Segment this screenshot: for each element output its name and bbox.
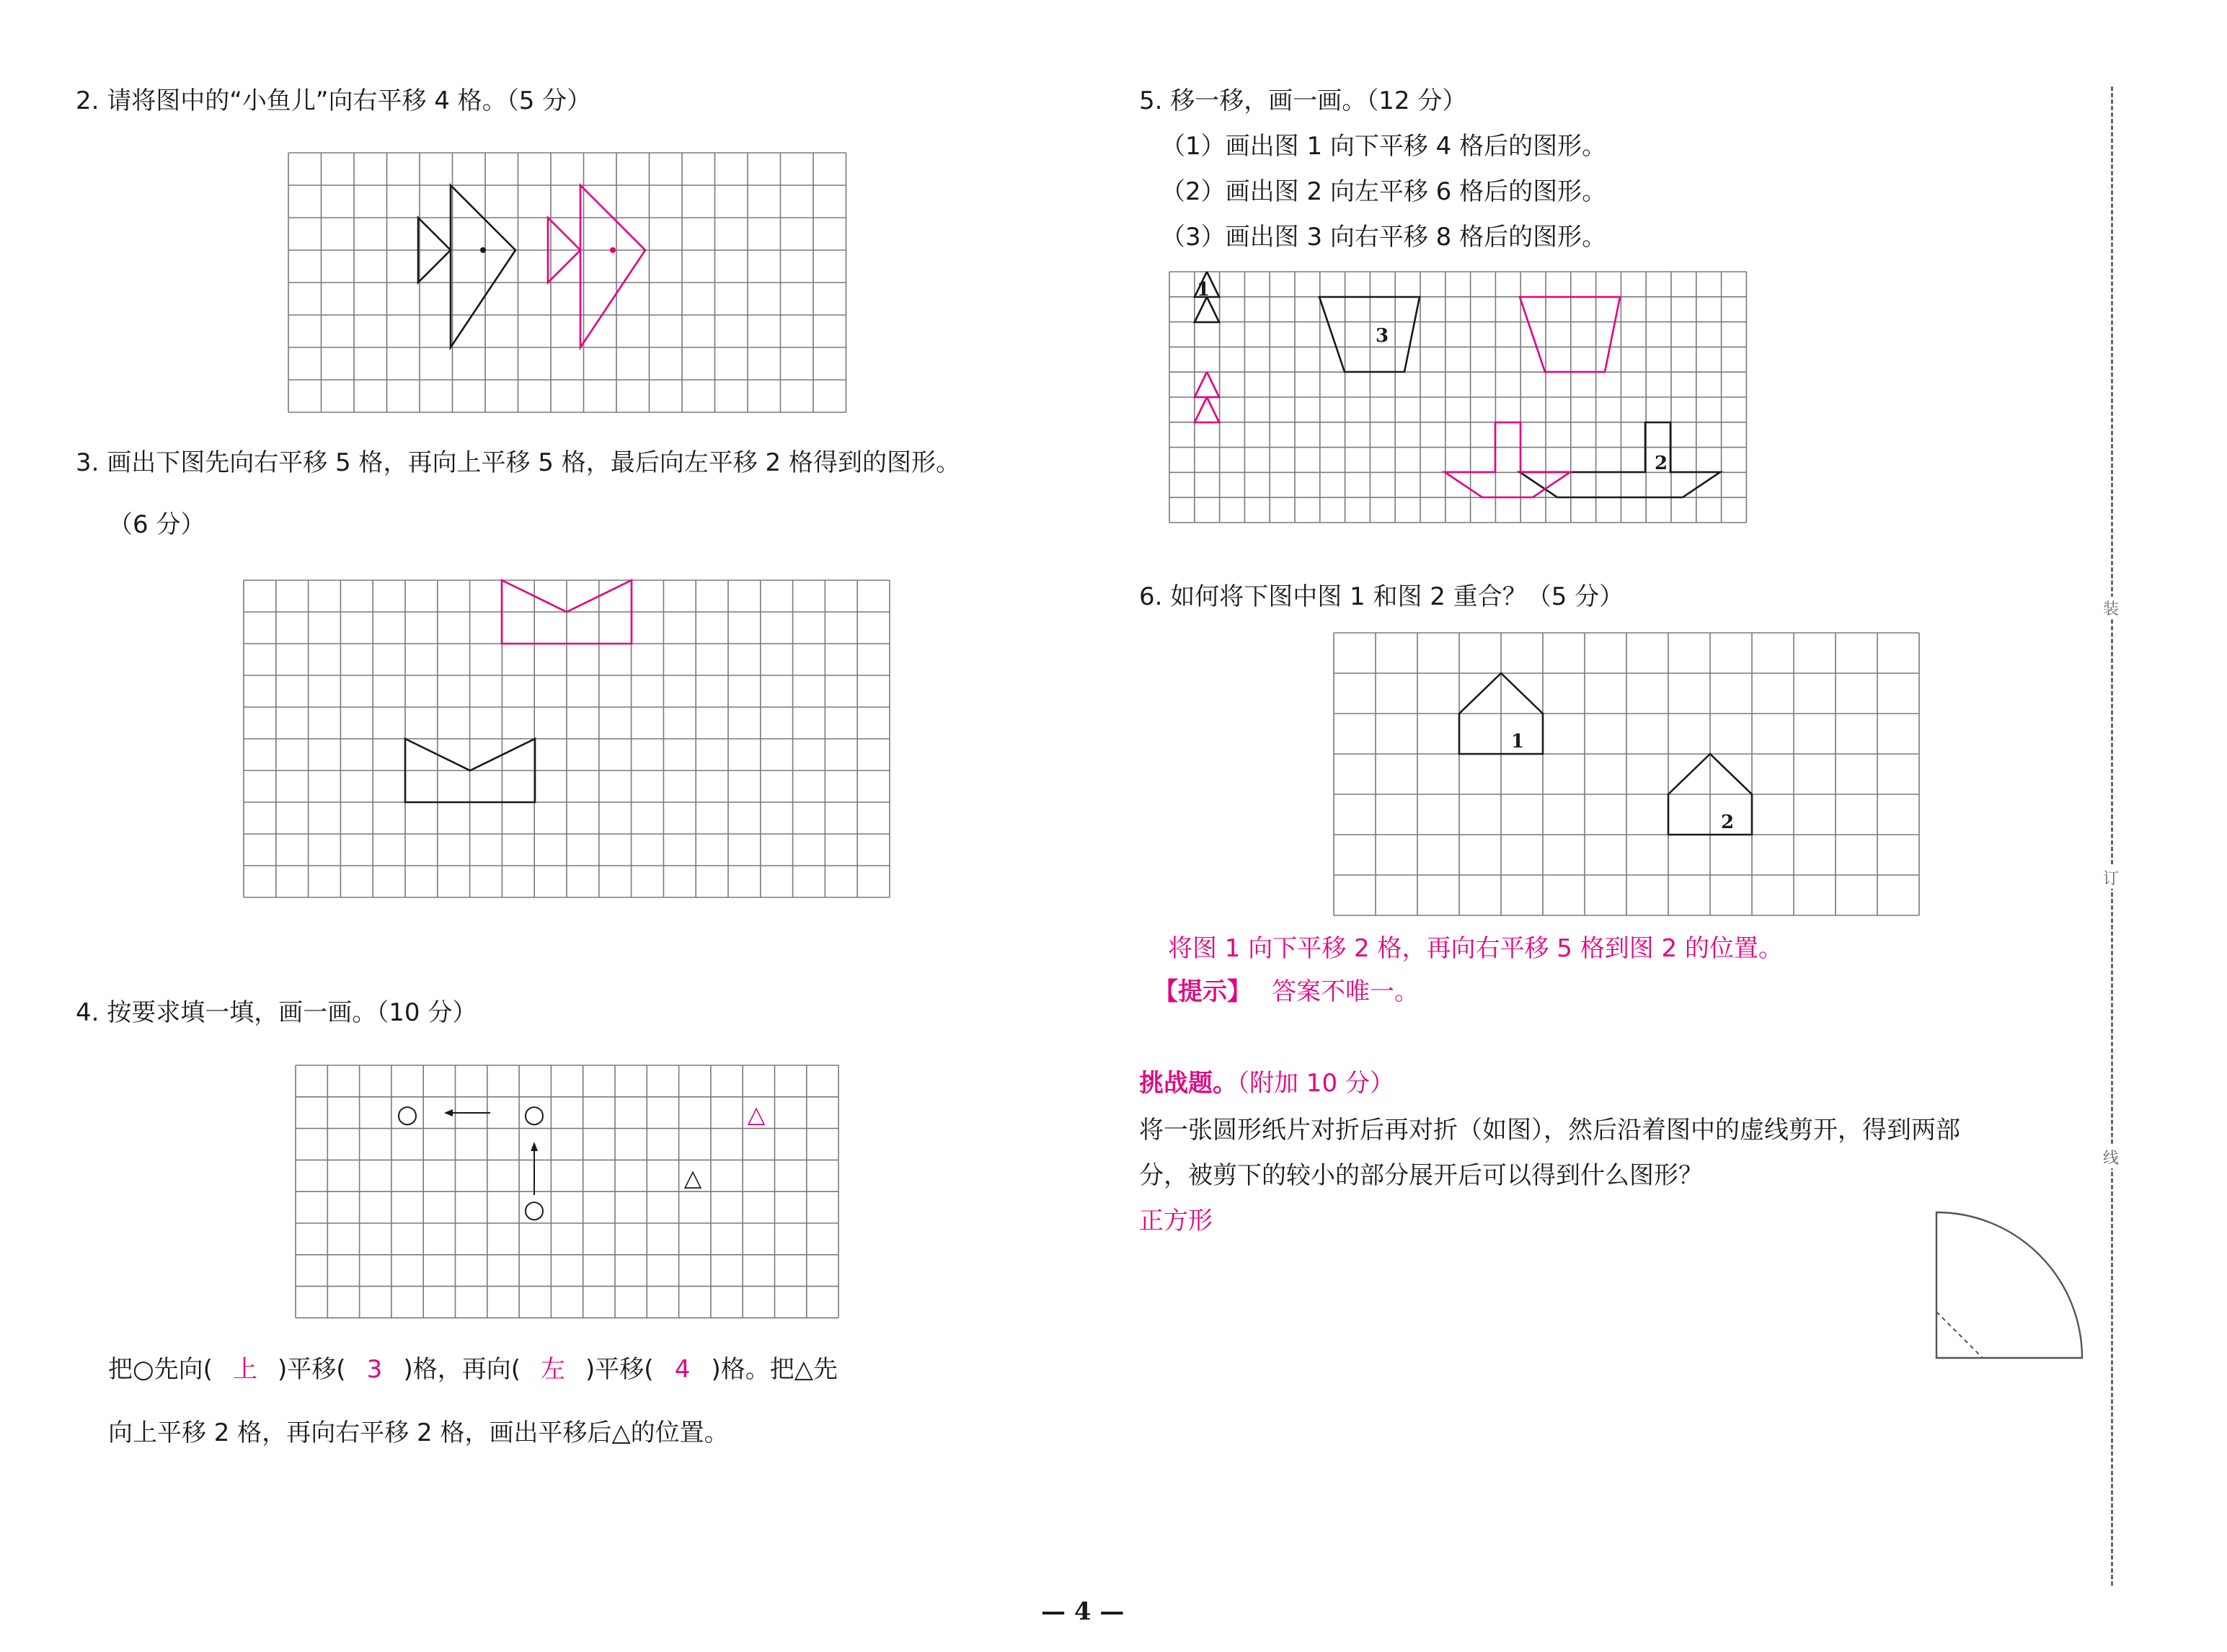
q6-grid	[1334, 633, 1919, 915]
hint-label: 【提示】	[1154, 977, 1252, 1006]
answer-direction-1: 上	[232, 1355, 257, 1384]
q4-title: 4. 按要求填一填，画一画。（10 分）	[76, 998, 477, 1027]
binding-char: 线	[2099, 1146, 2122, 1168]
q3-title: 3. 画出下图先向右平移 5 格，再向上平移 5 格，最后向左平移 2 格得到的图形。	[76, 448, 960, 477]
q5-item-1: （1）画出图 1 向下平移 4 格后的图形。	[1161, 132, 1607, 161]
q5-item-2: （2）画出图 2 向左平移 6 格后的图形。	[1161, 177, 1607, 206]
q4-text: )格。把△先	[711, 1355, 838, 1384]
answer-steps-1: 3	[366, 1355, 383, 1384]
figure-1-label: 1	[1196, 279, 1210, 301]
figure-2-label: 2	[1654, 453, 1668, 474]
q5-item-3: （3）画出图 3 向右平移 8 格后的图形。	[1161, 223, 1607, 252]
figure-3-label: 3	[1375, 325, 1389, 347]
challenge-answer: 正方形	[1139, 1207, 1213, 1235]
challenge-line-1: 将一张圆形纸片对折后再对折（如图），然后沿着图中的虚线剪开，得到两部	[1139, 1116, 1960, 1145]
translated-fish	[548, 185, 645, 347]
q6-title: 6. 如何将下图中图 1 和图 2 重合？（5 分）	[1139, 582, 1624, 611]
answer-direction-2: 左	[541, 1355, 565, 1384]
figure-1-label: 1	[1510, 731, 1525, 752]
figure-3	[1319, 297, 1420, 372]
figure-2-answer	[1445, 422, 1570, 497]
q4-line2: 向上平移 2 格，再向右平移 2 格，画出平移后△的位置。	[108, 1418, 729, 1447]
answer-triangle-mark: △	[747, 1101, 766, 1128]
q4-text: )平移(	[277, 1355, 346, 1384]
circle-mark: ○	[523, 1100, 545, 1129]
original-fish	[418, 185, 515, 347]
circle-mark: ○	[397, 1100, 418, 1129]
q6-hint	[1154, 977, 1419, 1007]
q6-answer: 将图 1 向下平移 2 格，再向右平移 5 格到图 2 的位置。	[1168, 934, 1783, 963]
figure-1-answer	[1195, 372, 1219, 422]
arrow-up-icon	[531, 1142, 538, 1195]
circle-mark: ○	[523, 1195, 545, 1224]
binding-char: 订	[2099, 866, 2122, 889]
q4-grid	[296, 1065, 839, 1318]
q2-title: 2. 请将图中的“小鱼儿”向右平移 4 格。（5 分）	[76, 86, 592, 115]
page-number: — 4 —	[1041, 1597, 1125, 1626]
hint-text: 答案不唯一。	[1272, 977, 1419, 1006]
q5-title: 5. 移一移，画一画。（12 分）	[1139, 86, 1467, 115]
q3-grid	[244, 580, 890, 897]
folded-circle-figure	[1932, 1208, 2086, 1361]
challenge-heading	[1139, 1069, 1394, 1098]
q3-score: （6 分）	[108, 510, 205, 539]
arrow-left-icon	[444, 1109, 490, 1116]
challenge-score: （附加 10 分）	[1237, 1069, 1394, 1098]
figure-3-answer	[1520, 297, 1620, 372]
q4-text: )格，再向(	[403, 1355, 521, 1384]
challenge-line-2: 分，被剪下的较小的部分展开后可以得到什么图形？	[1139, 1161, 1703, 1190]
q5-grid	[1169, 272, 1746, 523]
figure-2-label: 2	[1720, 812, 1735, 833]
answer-steps-2: 4	[674, 1355, 691, 1384]
q2-grid	[288, 153, 846, 414]
q4-text: )平移(	[585, 1355, 654, 1384]
challenge-title: 挑战题。	[1139, 1069, 1237, 1098]
binding-char: 装	[2099, 597, 2122, 619]
triangle-mark: △	[683, 1164, 702, 1191]
q4-line1	[108, 1355, 838, 1385]
figure-1	[1195, 272, 1219, 322]
binding-line	[2111, 86, 2113, 1586]
cut-line	[1936, 1312, 1983, 1358]
q4-text: 把○先向(	[108, 1355, 213, 1384]
